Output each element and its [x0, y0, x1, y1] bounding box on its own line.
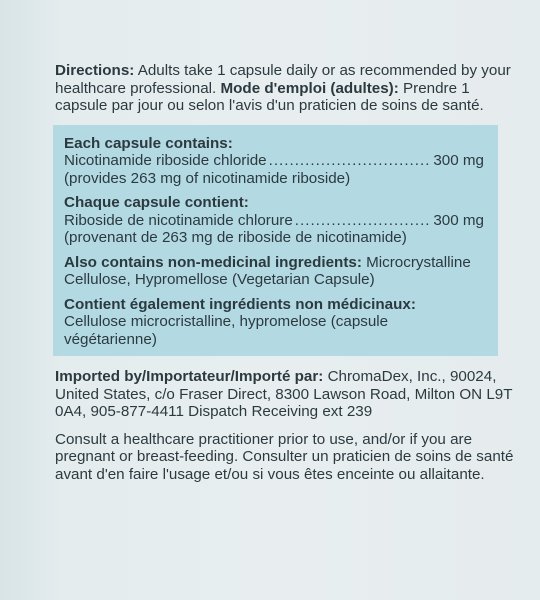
leader-dots	[295, 212, 432, 230]
supplement-label	[55, 62, 515, 483]
ingredients-fr-heading: Chaque capsule contient:	[64, 194, 249, 211]
consult-warning: Consult a healthcare practitioner prior to use, and/or if you are pregnant or breast-feeding. Consulter un praticien de soins de santé avant d'en faire l'usage et/ou si vous êtes enceinte ou allaitante.	[55, 430, 514, 483]
ingredient-amount-fr: 300 mg	[433, 211, 484, 229]
directions-heading-en: Directions:	[55, 62, 135, 79]
ingredient-row-fr	[64, 212, 484, 230]
importer-text: ChromaDex, Inc., 90024, United States, c/o Fraser Direct, 8300 Lawson Road, Milton ON L9T 0A4, 905-877-4411 Dispatch Receiving ext 239	[55, 368, 513, 420]
directions-text-en: Adults take 1 capsule daily or as recommended by your healthcare professional.	[55, 62, 511, 97]
nonmedicinal-en-block	[64, 254, 484, 289]
importer-heading: Imported by/Importateur/Importé par:	[55, 368, 324, 385]
ingredients-en-heading: Each capsule contains:	[64, 134, 233, 152]
ingredients-fr-block	[64, 194, 484, 247]
directions-heading-fr: Mode d'emploi (adultes):	[220, 79, 399, 97]
nonmedicinal-en-heading: Also contains non-medicinal ingredients:	[64, 253, 362, 271]
nonmedicinal-fr-block	[64, 296, 484, 349]
leader-dots	[269, 152, 432, 170]
ingredient-note-en: (provides 263 mg of nicotinamide riboside)	[64, 169, 351, 187]
directions-text-fr: Prendre 1 capsule par jour ou selon l'avis d'un praticien de soins de santé.	[55, 79, 484, 114]
ingredient-note-fr: (provenant de 263 mg de riboside de nicotinamide)	[64, 229, 407, 246]
ingredients-en-block	[64, 135, 484, 188]
nonmedicinal-fr-text: Cellulose microcristalline, hypromelose (capsule végétarienne)	[64, 313, 389, 348]
ingredient-row-en	[64, 152, 484, 170]
ingredient-amount-en: 300 mg	[433, 152, 484, 169]
nonmedicinal-fr-heading: Contient également ingrédients non médicinaux:	[64, 295, 416, 313]
ingredient-name-fr: Riboside de nicotinamide chlorure	[64, 211, 293, 229]
ingredients-box	[53, 125, 498, 357]
directions-section	[55, 62, 515, 115]
importer-section	[55, 368, 515, 421]
ingredient-name-en: Nicotinamide riboside chloride	[64, 152, 267, 169]
nonmedicinal-en-text: Microcrystalline Cellulose, Hypromellose (Vegetarian Capsule)	[64, 253, 471, 288]
